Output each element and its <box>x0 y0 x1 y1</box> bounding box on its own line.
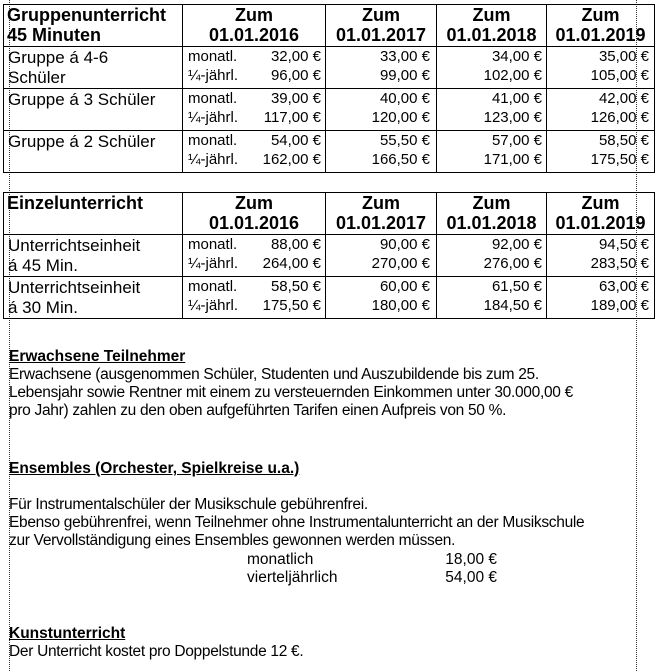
ensembles-section <box>9 459 299 478</box>
section-heading: Erwachsene Teilnehmer <box>9 348 186 365</box>
price-cell-2016 <box>183 235 326 277</box>
price-monthly: 92,00 € <box>491 236 542 253</box>
row-label-line: Unterrichtseinheit <box>8 278 141 297</box>
column-header-2018 <box>437 5 547 47</box>
row-label <box>4 235 183 277</box>
row-label-line: á 45 Min. <box>8 256 78 275</box>
section-heading: Kunstunterricht <box>9 625 126 642</box>
price-quarterly: 184,50 € <box>483 297 542 314</box>
price-cell-2016 <box>183 47 326 89</box>
paragraph-line: pro Jahr) zahlen zu den oben aufgeführten Tarifen einen Aufpreis von 50 %. <box>9 402 507 419</box>
column-header-date: 01.01.2019 <box>555 213 646 233</box>
price-cell-2016 <box>183 277 326 319</box>
price-cell-2016 <box>183 89 326 131</box>
table-row <box>4 277 655 319</box>
column-header-2019 <box>547 193 655 235</box>
column-header-2018 <box>437 193 547 235</box>
column-header-prefix: Zum <box>362 5 400 25</box>
section-heading: Ensembles (Orchester, Spielkreise u.a.) <box>9 460 300 477</box>
column-header-2016 <box>183 193 326 235</box>
column-header-2017 <box>326 5 437 47</box>
row-label-line: Schüler <box>8 68 66 87</box>
table-title-cell <box>4 193 183 235</box>
price-quarterly: 171,00 € <box>483 151 542 168</box>
column-header-prefix: Zum <box>235 5 273 25</box>
price-monthly: 40,00 € <box>379 90 430 107</box>
paragraph-line: Lebensjahr sowie Rentner mit einem zu versteuernden Einkommen unter 30.000,00 € <box>9 384 573 401</box>
period-label: monatl. <box>188 236 238 253</box>
period-label: ¼-jährl. <box>188 67 239 84</box>
price-monthly: 58,50 € <box>270 278 321 295</box>
price-quarterly: 105,00 € <box>590 67 649 84</box>
group-lessons-fee-table <box>3 4 655 173</box>
fee-row-quarterly <box>247 569 497 587</box>
price-cell-2018 <box>437 89 547 131</box>
price-quarterly: 102,00 € <box>483 67 542 84</box>
ensembles-fee-list <box>247 551 497 587</box>
price-quarterly: 270,00 € <box>371 255 430 272</box>
art-lessons-section <box>9 624 303 661</box>
row-label <box>4 131 183 173</box>
price-quarterly: 99,00 € <box>379 67 430 84</box>
table-header-row <box>4 5 655 47</box>
table-title-line: 45 Minuten <box>7 25 102 45</box>
price-quarterly: 180,00 € <box>371 297 430 314</box>
price-cell-2017 <box>326 89 437 131</box>
period-label: ¼-jährl. <box>188 109 239 126</box>
price-monthly: 60,00 € <box>379 278 430 295</box>
row-label <box>4 47 183 89</box>
price-cell-2017 <box>326 131 437 173</box>
price-monthly: 35,00 € <box>598 48 649 65</box>
price-cell-2019 <box>547 235 655 277</box>
row-label-line: Unterrichtseinheit <box>8 236 141 255</box>
price-cell-2017 <box>326 47 437 89</box>
paragraph-line: Für Instrumentalschüler der Musikschule gebührenfrei. <box>9 496 368 513</box>
column-header-prefix: Zum <box>235 193 273 213</box>
paragraph-line: Erwachsene (ausgenommen Schüler, Studenten und Auszubildende bis zum 25. <box>9 366 539 383</box>
price-quarterly: 120,00 € <box>371 109 430 126</box>
fee-value: 18,00 € <box>445 551 497 568</box>
price-monthly: 58,50 € <box>598 132 649 149</box>
price-monthly: 90,00 € <box>379 236 430 253</box>
column-header-date: 01.01.2018 <box>446 213 537 233</box>
table-header-row <box>4 193 655 235</box>
price-quarterly: 264,00 € <box>262 255 321 272</box>
individual-lessons-fee-table <box>3 192 655 319</box>
fee-label: monatlich <box>247 551 314 568</box>
row-label <box>4 277 183 319</box>
period-label: ¼-jährl. <box>188 151 239 168</box>
row-label <box>4 89 183 131</box>
price-monthly: 32,00 € <box>270 48 321 65</box>
period-label: monatl. <box>188 278 238 295</box>
paragraph-line: zur Vervollständigung eines Ensembles gewonnen werden müssen. <box>9 532 456 549</box>
price-quarterly: 117,00 € <box>263 109 321 126</box>
price-cell-2018 <box>437 47 547 89</box>
fee-label: vierteljährlich <box>247 569 338 586</box>
row-label-line: Gruppe á 2 Schüler <box>8 132 156 151</box>
price-quarterly: 162,00 € <box>262 151 321 168</box>
column-header-date: 01.01.2017 <box>335 25 427 45</box>
column-header-2016 <box>183 5 326 47</box>
price-monthly: 33,00 € <box>379 48 430 65</box>
price-cell-2017 <box>326 277 437 319</box>
price-quarterly: 276,00 € <box>483 255 542 272</box>
table-title-line: Einzelunterricht <box>7 193 144 213</box>
price-cell-2018 <box>437 131 547 173</box>
price-monthly: 55,50 € <box>379 132 430 149</box>
column-header-prefix: Zum <box>472 193 511 213</box>
column-header-date: 01.01.2016 <box>208 213 300 233</box>
period-label: ¼-jährl. <box>188 297 239 314</box>
table-row <box>4 47 655 89</box>
table-row <box>4 89 655 131</box>
column-header-prefix: Zum <box>362 193 400 213</box>
price-quarterly: 123,00 € <box>483 109 542 126</box>
table-title-line: Gruppenunterricht <box>7 5 167 25</box>
row-label-line: Gruppe á 4-6 <box>8 48 109 67</box>
price-cell-2019 <box>547 131 655 173</box>
price-quarterly: 166,50 € <box>371 151 430 168</box>
period-label: ¼-jährl. <box>188 255 239 272</box>
price-monthly: 41,00 € <box>491 90 542 107</box>
fee-value: 54,00 € <box>445 569 497 586</box>
column-header-2017 <box>326 193 437 235</box>
price-quarterly: 126,00 € <box>590 109 649 126</box>
period-label: monatl. <box>188 132 238 149</box>
price-monthly: 63,00 € <box>598 278 649 295</box>
column-header-date: 01.01.2018 <box>446 25 537 45</box>
price-monthly: 54,00 € <box>270 132 321 149</box>
column-header-prefix: Zum <box>581 5 620 25</box>
table-title-cell <box>4 5 183 47</box>
price-cell-2019 <box>547 47 655 89</box>
period-label: monatl. <box>188 90 238 107</box>
paragraph-line: Ebenso gebührenfrei, wenn Teilnehmer ohne Instrumentalunterricht an der Musikschule <box>9 514 585 531</box>
period-label: monatl. <box>188 48 238 65</box>
price-monthly: 88,00 € <box>270 236 321 253</box>
table-row <box>4 131 655 173</box>
price-monthly: 94,50 € <box>598 236 649 253</box>
price-cell-2017 <box>326 235 437 277</box>
price-cell-2018 <box>437 277 547 319</box>
ensembles-description <box>9 496 584 550</box>
column-header-prefix: Zum <box>581 193 620 213</box>
column-header-date: 01.01.2019 <box>555 25 646 45</box>
column-header-prefix: Zum <box>472 5 511 25</box>
price-quarterly: 189,00 € <box>590 297 649 314</box>
paragraph-line: Der Unterricht kostet pro Doppelstunde 12 €. <box>9 643 304 660</box>
price-monthly: 39,00 € <box>270 90 321 107</box>
price-quarterly: 175,50 € <box>262 297 321 314</box>
price-quarterly: 283,50 € <box>590 255 649 272</box>
column-header-date: 01.01.2017 <box>335 213 427 233</box>
price-quarterly: 96,00 € <box>270 67 321 84</box>
column-header-date: 01.01.2016 <box>208 25 300 45</box>
table-row <box>4 235 655 277</box>
price-monthly: 42,00 € <box>598 90 649 107</box>
column-header-2019 <box>547 5 655 47</box>
price-cell-2018 <box>437 235 547 277</box>
price-cell-2019 <box>547 89 655 131</box>
price-monthly: 61,50 € <box>491 278 542 295</box>
adult-participants-section <box>9 347 573 420</box>
price-monthly: 57,00 € <box>491 132 542 149</box>
fee-row-monthly <box>247 551 497 569</box>
row-label-line: á 30 Min. <box>8 298 78 317</box>
row-label-line: Gruppe á 3 Schüler <box>8 90 156 109</box>
price-cell-2019 <box>547 277 655 319</box>
price-cell-2016 <box>183 131 326 173</box>
price-quarterly: 175,50 € <box>590 151 649 168</box>
price-monthly: 34,00 € <box>491 48 542 65</box>
